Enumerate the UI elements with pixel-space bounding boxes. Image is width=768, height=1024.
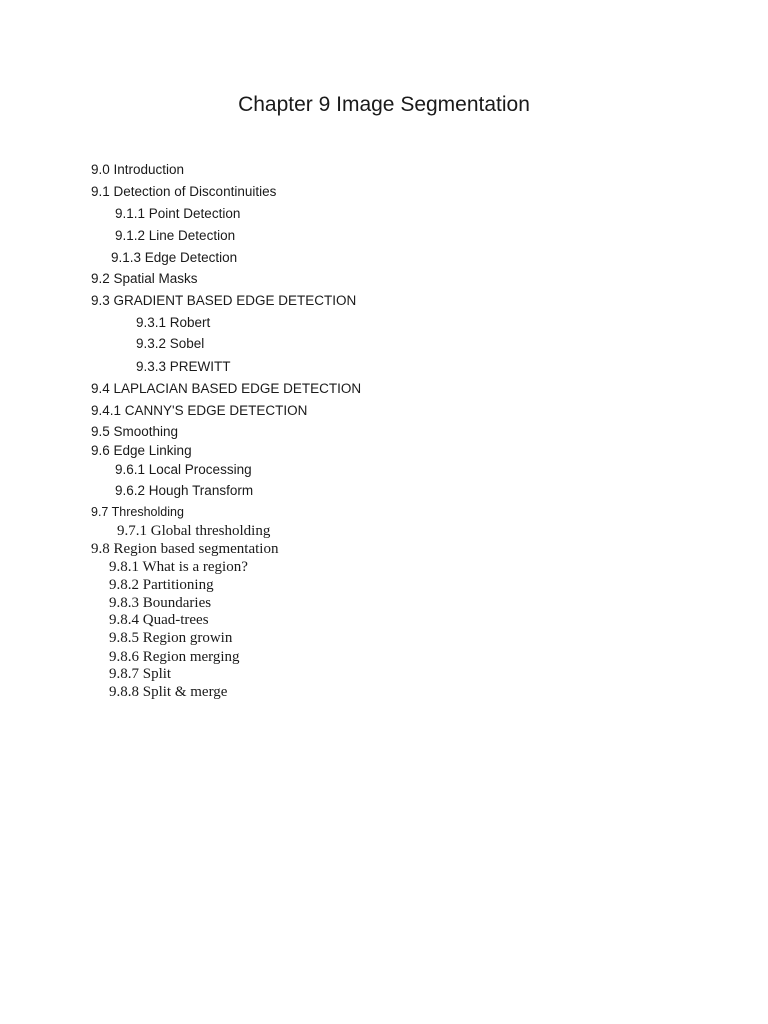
toc-subentry: 9.8.2 Partitioning <box>109 577 214 593</box>
toc-entry: 9.4 LAPLACIAN BASED EDGE DETECTION <box>91 381 362 396</box>
toc-subentry: 9.8.1 What is a region? <box>109 559 248 575</box>
toc-subentry: 9.8.7 Split <box>109 666 172 682</box>
toc-entry: 9.1 Detection of Discontinuities <box>91 184 277 199</box>
toc-entry: 9.6 Edge Linking <box>91 443 192 458</box>
toc-entry: 9.3 GRADIENT BASED EDGE DETECTION <box>91 293 357 308</box>
toc-entry: 9.0 Introduction <box>91 162 185 177</box>
toc-subentry: 9.3.1 Robert <box>136 315 211 330</box>
toc-entry: 9.7 Thresholding <box>91 505 184 519</box>
toc-subentry: 9.8.8 Split & merge <box>109 684 228 700</box>
toc-subentry: 9.1.1 Point Detection <box>115 206 241 221</box>
toc-entry: 9.2 Spatial Masks <box>91 271 198 286</box>
toc-entry: 9.5 Smoothing <box>91 424 179 439</box>
toc-subentry: 9.8.6 Region merging <box>109 649 240 665</box>
toc-subentry: 9.1.2 Line Detection <box>115 228 236 243</box>
toc-subentry: 9.3.2 Sobel <box>136 336 205 351</box>
toc-subentry: 9.3.3 PREWITT <box>136 359 231 374</box>
toc-entry: 9.8 Region based segmentation <box>91 541 279 557</box>
toc-subentry: 9.6.1 Local Processing <box>115 462 252 477</box>
toc-subentry: 9.7.1 Global thresholding <box>117 523 271 539</box>
toc-subentry: 9.8.3 Boundaries <box>109 595 212 611</box>
toc-subentry: 9.8.5 Region growin <box>109 630 233 646</box>
toc-subentry: 9.1.3 Edge Detection <box>111 250 238 265</box>
page-title: Chapter 9 Image Segmentation <box>238 93 530 116</box>
toc-subentry: 9.6.2 Hough Transform <box>115 483 254 498</box>
toc-entry: 9.4.1 CANNY'S EDGE DETECTION <box>91 403 308 418</box>
toc-subentry: 9.8.4 Quad-trees <box>109 612 209 628</box>
